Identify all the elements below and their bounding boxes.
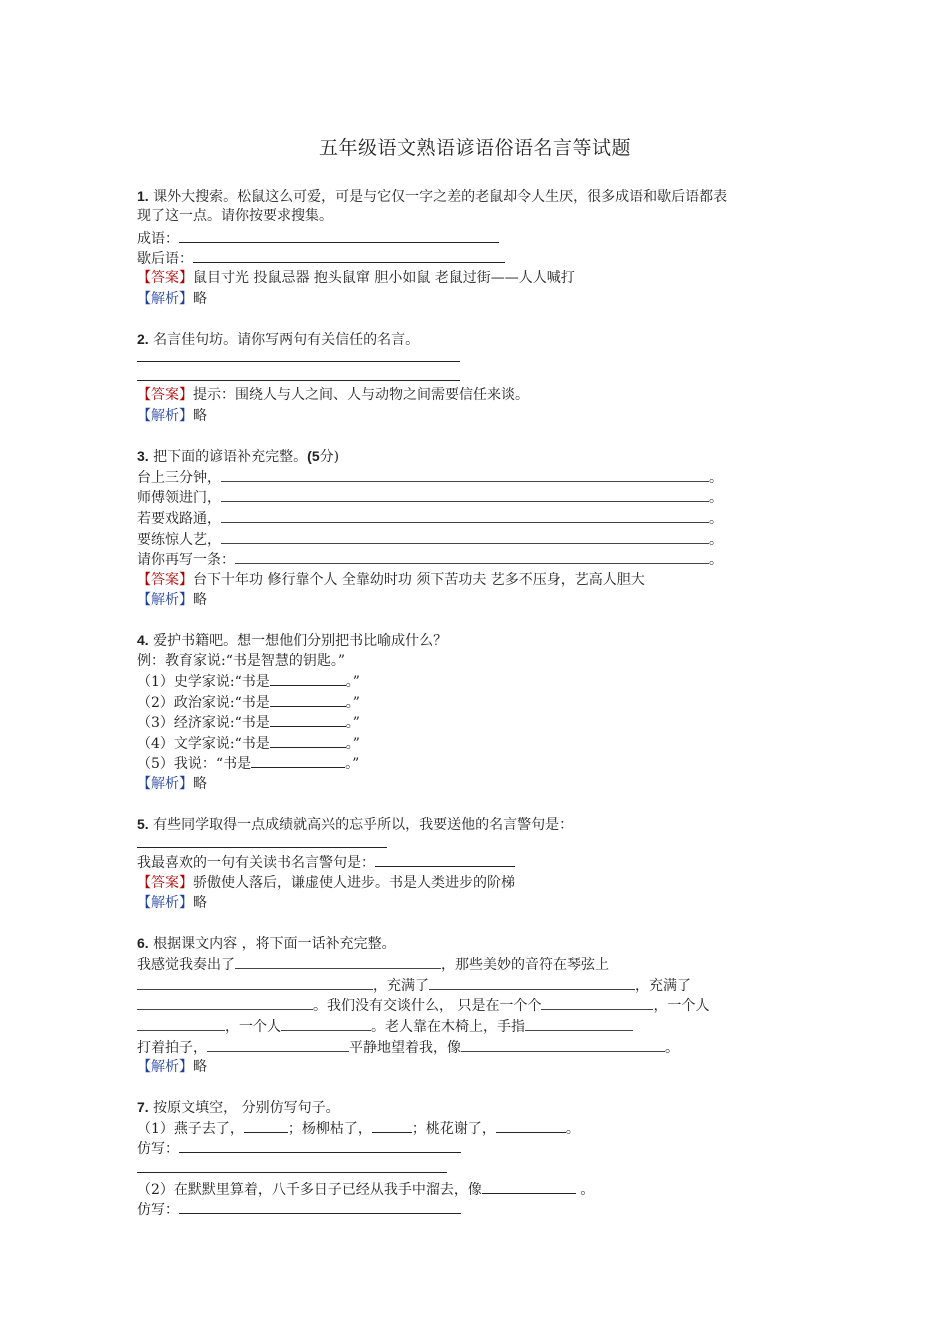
q6-analysis: 【解析】略: [137, 1059, 207, 1075]
q7-blank-4[interactable]: [482, 1179, 576, 1194]
q7-imitate-blank-1[interactable]: [179, 1138, 461, 1153]
q3-item-1: 台上三分钟， 。: [137, 467, 723, 488]
answer-tag: 【答案】: [137, 572, 193, 588]
q5-blank-2[interactable]: [375, 852, 515, 867]
q1-idiom-blank[interactable]: [179, 228, 499, 243]
q6-blank-1[interactable]: [235, 954, 441, 969]
q5-stem: 5. 有些同学取得一点成绩就高兴的忘乎所以，我要送他的名言警句是：: [137, 816, 574, 833]
q4-blank-1[interactable]: [270, 671, 346, 686]
q5-blank-1[interactable]: [137, 847, 387, 848]
q3-item-2: 师傅领进门， 。: [137, 487, 723, 508]
q5-answer: 【答案】骄傲使人落后，谦虚使人进步。书是人类进步的阶梯: [137, 875, 515, 891]
q6-blank-6[interactable]: [137, 1016, 225, 1031]
q6-line1: 我感觉我奏出了 ，那些美妙的音符在琴弦上: [137, 954, 609, 975]
q6-line4: ，一个人 。老人靠在木椅上，手指: [137, 1016, 633, 1037]
q2-blank-2[interactable]: [137, 380, 460, 381]
q6-number: 6.: [137, 935, 149, 951]
answer-tag: 【答案】: [137, 270, 193, 286]
q3-number: 3.: [137, 448, 149, 464]
q4-item-1: （1）史学家说:“书是 。”: [137, 671, 360, 692]
analysis-tag: 【解析】: [137, 776, 193, 792]
q4-blank-5[interactable]: [251, 753, 345, 768]
q4-item-2: （2）政治家说:“书是 。”: [137, 692, 360, 713]
q6-blank-4[interactable]: [137, 995, 313, 1010]
q7-imitate-blank-2[interactable]: [137, 1172, 447, 1173]
analysis-tag: 【解析】: [137, 291, 193, 307]
q6-blank-5[interactable]: [541, 995, 653, 1010]
q7-blank-3[interactable]: [496, 1118, 566, 1133]
q1-answer: 【答案】鼠目寸光 投鼠忌器 抱头鼠窜 胆小如鼠 老鼠过街——人人喊打: [137, 270, 575, 286]
answer-tag: 【答案】: [137, 875, 193, 891]
q3-answer: 【答案】台下十年功 修行靠个人 全靠幼时功 须下苦功夫 艺多不压身，艺高人胆大: [137, 572, 645, 588]
q2-blank-1[interactable]: [137, 361, 460, 362]
q3-item-5: 请你再写一条： 。: [137, 549, 723, 570]
q2-analysis: 【解析】略: [137, 408, 207, 424]
q1-number: 1.: [137, 188, 149, 204]
q4-example: 例：教育家说:“书是智慧的钥匙。”: [137, 653, 346, 669]
q3-blank-5[interactable]: [235, 549, 709, 564]
analysis-tag: 【解析】: [137, 408, 193, 424]
q4-item-5: （5）我说：“书是 。”: [137, 753, 359, 774]
q4-stem: 4. 爱护书籍吧。想一想他们分别把书比喻成什么？: [137, 632, 448, 649]
q2-stem: 2. 名言佳句坊。请你写两句有关信任的名言。: [137, 331, 420, 348]
q4-blank-2[interactable]: [270, 692, 346, 707]
q6-line5: 打着拍子， 平静地望着我，像 。: [137, 1037, 679, 1058]
q1-xiehouyu-row: 歇后语：: [137, 248, 505, 269]
q3-item-4: 要练惊人艺， 。: [137, 529, 723, 550]
q4-blank-4[interactable]: [270, 733, 346, 748]
q4-item-3: （3）经济家说:“书是 。”: [137, 712, 360, 733]
q3-blank-3[interactable]: [221, 508, 709, 523]
analysis-tag: 【解析】: [137, 592, 193, 608]
q1-idiom-row: 成语：: [137, 228, 499, 249]
q3-blank-2[interactable]: [221, 487, 709, 502]
q5-number: 5.: [137, 816, 149, 832]
answer-tag: 【答案】: [137, 387, 193, 403]
q6-line3: 。我们没有交谈什么， 只是在一个个 ，一个人: [137, 995, 709, 1016]
q6-blank-9[interactable]: [207, 1037, 349, 1052]
q2-answer: 【答案】提示：围绕人与人之间、人与动物之间需要信任来谈。: [137, 387, 529, 403]
q4-analysis: 【解析】略: [137, 776, 207, 792]
q6-line2: ，充满了 ，充满了: [137, 975, 691, 996]
q3-item-3: 若要戏路通， 。: [137, 508, 723, 529]
q5-line2: 我最喜欢的一句有关读书名言警句是：: [137, 852, 515, 873]
q7-stem: 7. 按原文填空， 分别仿写句子。: [137, 1099, 340, 1116]
analysis-tag: 【解析】: [137, 1059, 193, 1075]
q4-item-4: （4）文学家说:“书是 。”: [137, 733, 360, 754]
page-title: 五年级语文熟语谚语俗语名言等试题: [318, 137, 631, 159]
q7-imitate-1: 仿写：: [137, 1138, 461, 1159]
q7-blank-1[interactable]: [244, 1118, 288, 1133]
q6-blank-8[interactable]: [525, 1016, 633, 1031]
q3-blank-4[interactable]: [221, 529, 709, 544]
q6-blank-2[interactable]: [137, 975, 373, 990]
q3-blank-1[interactable]: [221, 467, 709, 482]
q6-blank-7[interactable]: [281, 1016, 371, 1031]
q6-stem: 6. 根据课文内容 ，将下面一话补充完整。: [137, 935, 396, 952]
q1-stem-line1: 1. 课外大搜索。松鼠这么可爱，可是与它仅一字之差的老鼠却令人生厌，很多成语和歇后语都表: [137, 188, 728, 205]
q4-blank-3[interactable]: [270, 712, 346, 727]
q7-number: 7.: [137, 1099, 149, 1115]
q2-number: 2.: [137, 331, 149, 347]
q6-blank-3[interactable]: [429, 975, 635, 990]
q4-number: 4.: [137, 632, 149, 648]
q7-imitate-2: 仿写：: [137, 1199, 461, 1220]
q7-item-1: （1）燕子去了， ；杨柳枯了， ；桃花谢了， 。: [137, 1118, 580, 1139]
q1-analysis: 【解析】略: [137, 291, 207, 307]
q7-item-2: （2）在默默里算着，八千多日子已经从我手中溜去，像 。: [137, 1179, 594, 1200]
q5-analysis: 【解析】略: [137, 895, 207, 911]
q3-analysis: 【解析】略: [137, 592, 207, 608]
q1-xiehouyu-blank[interactable]: [193, 248, 505, 263]
q6-blank-10[interactable]: [461, 1037, 665, 1052]
q7-imitate-blank-3[interactable]: [179, 1199, 461, 1214]
analysis-tag: 【解析】: [137, 895, 193, 911]
q3-stem: 3. 把下面的谚语补充完整。(5分): [137, 448, 340, 465]
q1-stem-line2: 现了这一点。请你按要求搜集。: [137, 208, 333, 224]
q7-blank-2[interactable]: [372, 1118, 412, 1133]
